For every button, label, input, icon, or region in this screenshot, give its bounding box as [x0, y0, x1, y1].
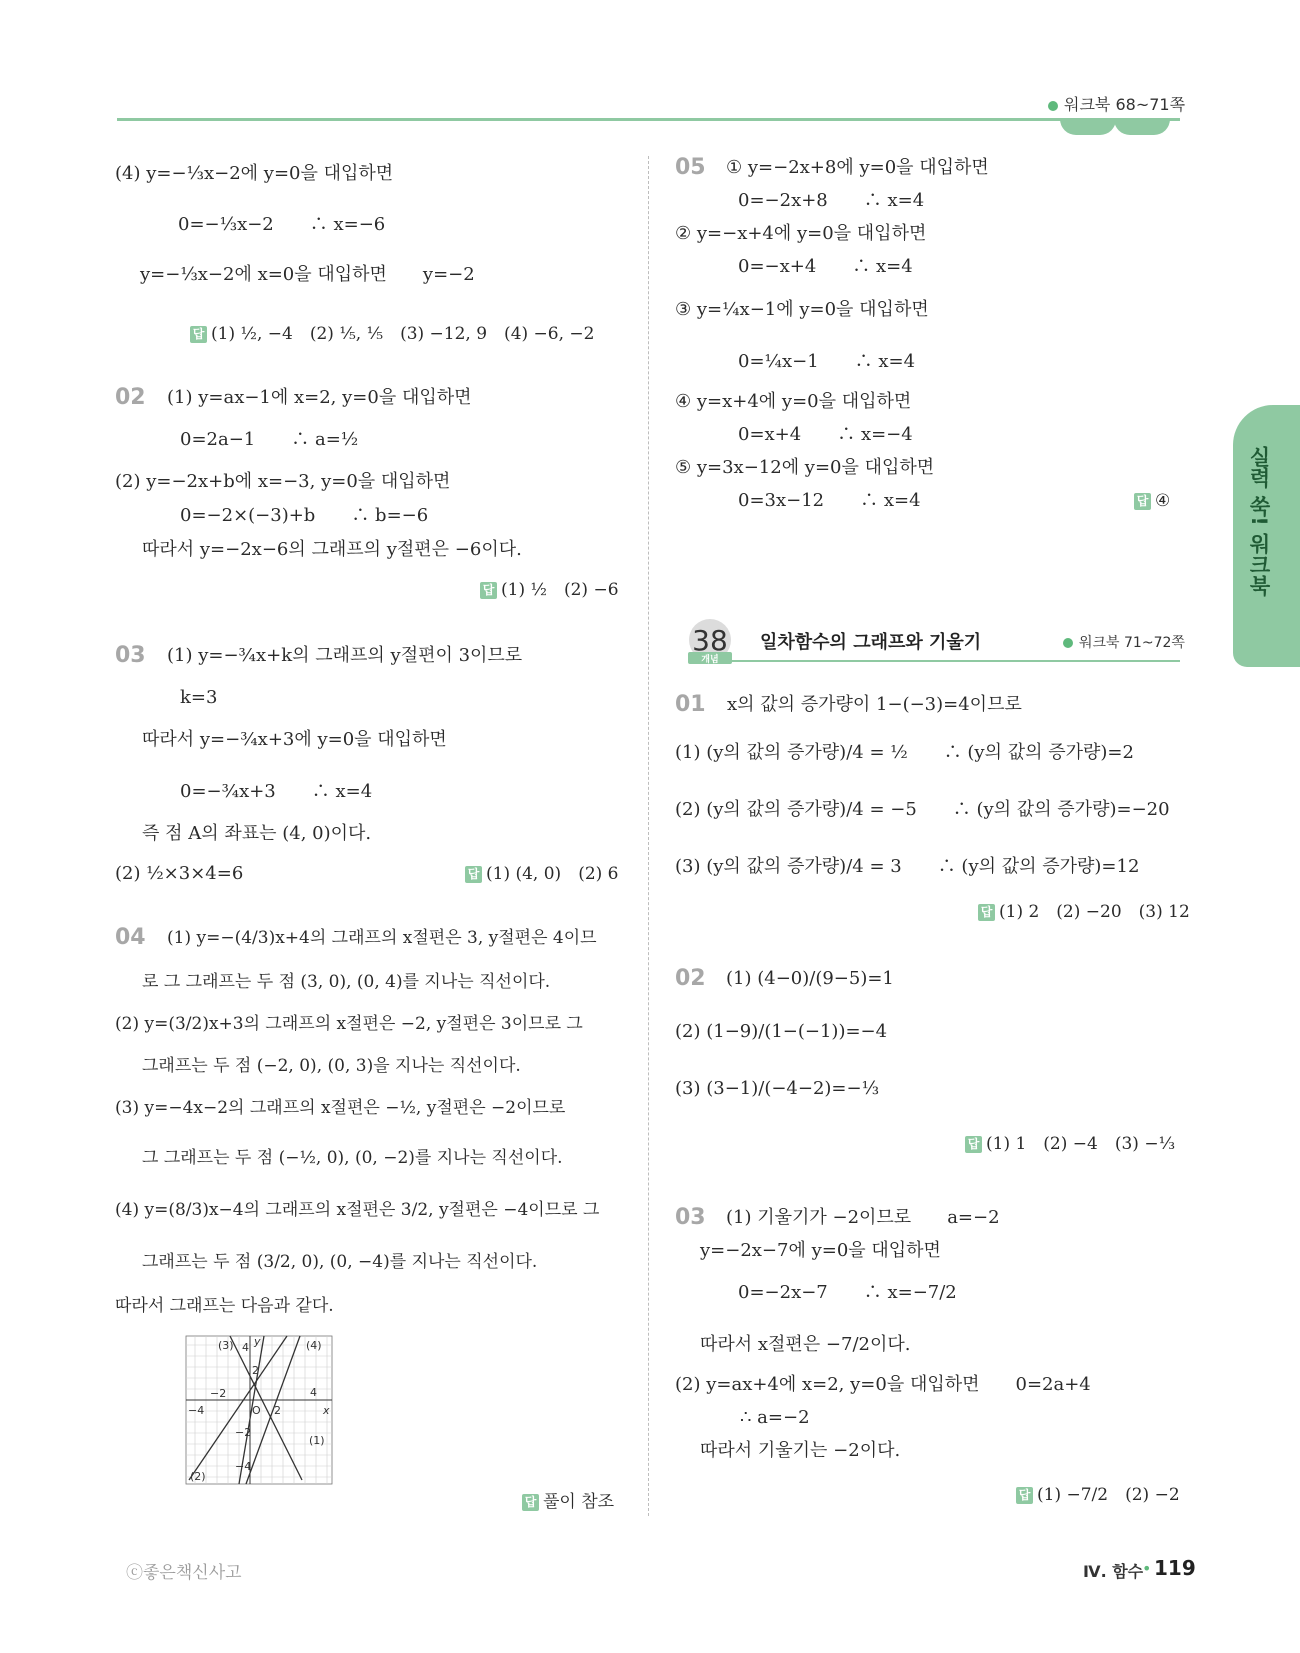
- text-line: (4) y=(8/3)x−4의 그래프의 x절편은 3/2, y절편은 −4이므로 그: [115, 1200, 600, 1220]
- text-line: (2) (y의 값의 증가량)/4 = −5 ∴ (y의 값의 증가량)=−20: [675, 799, 1170, 820]
- question-number: 02: [675, 966, 706, 991]
- text-line: 0=−2×(−3)+b ∴ b=−6: [180, 505, 429, 526]
- section-number: 38: [692, 624, 728, 657]
- text-line: 그 그래프는 두 점 (−½, 0), (0, −2)를 지나는 직선이다.: [142, 1148, 563, 1168]
- answer-icon: 답: [1016, 1487, 1033, 1504]
- question-number: 03: [115, 643, 146, 668]
- text-line: 0=−⅓x−2 ∴ x=−6: [178, 214, 386, 235]
- question-number: 04: [115, 925, 146, 950]
- text-line: y=−2x−7에 y=0을 대입하면: [700, 1240, 941, 1261]
- answer-icon: 답: [465, 866, 482, 883]
- graph-label: 2: [274, 1404, 281, 1417]
- text-line: (3) (3−1)/(−4−2)=−⅓: [675, 1078, 880, 1099]
- text-line: (1) y=−¾x+k의 그래프의 y절편이 3이므로: [167, 645, 523, 666]
- text-line: (1) (4−0)/(9−5)=1: [726, 968, 894, 989]
- text-line: (2) ½×3×4=6: [115, 863, 244, 884]
- text-line: (1) y=ax−1에 x=2, y=0을 대입하면: [167, 387, 472, 408]
- answer-line: 답 (1) ½ (2) −6: [480, 578, 619, 602]
- text-line: (1) y=−(4/3)x+4의 그래프의 x절편은 3, y절편은 4이므: [167, 928, 597, 948]
- section-badge: [680, 618, 734, 664]
- text-line: ① y=−2x+8에 y=0을 대입하면: [726, 157, 989, 178]
- text-line: y=−⅓x−2에 x=0을 대입하면 y=−2: [140, 264, 475, 285]
- footer-chapter: Ⅳ. 함수: [1083, 1562, 1144, 1581]
- text-line: 그래프는 두 점 (3/2, 0), (0, −4)를 지나는 직선이다.: [142, 1252, 538, 1272]
- graph-label: x: [323, 1404, 330, 1417]
- answer-line: 답 (1) −7/2 (2) −2: [1016, 1483, 1180, 1507]
- section-tag: 개념: [701, 655, 719, 664]
- answer-line: 답 (1) ½, −4 (2) ⅕, ⅕ (3) −12, 9 (4) −6, −2: [190, 322, 594, 346]
- text-line: (2) y=(3/2)x+3의 그래프의 x절편은 −2, y절편은 3이므로 그: [115, 1014, 583, 1034]
- side-tab-label: 실력 쑥! 워크북: [1247, 446, 1271, 597]
- graph-label: (3): [218, 1339, 234, 1352]
- text-line: ∴ a=−2: [740, 1407, 810, 1428]
- answer-icon: 답: [978, 904, 995, 921]
- answer-icon: 답: [965, 1136, 982, 1153]
- text-line: 즉 점 A의 좌표는 (4, 0)이다.: [142, 823, 372, 844]
- coordinate-graph: [184, 1334, 334, 1486]
- text-line: 따라서 y=−2x−6의 그래프의 y절편은 −6이다.: [142, 539, 522, 560]
- footer-publisher: ⓒ좋은책신사고: [126, 1563, 242, 1583]
- answer-line: 답 (1) 1 (2) −4 (3) −⅓: [965, 1132, 1175, 1156]
- text-line: 0=−x+4 ∴ x=4: [738, 256, 913, 277]
- answer-icon: 답: [522, 1494, 539, 1511]
- text-line: ② y=−x+4에 y=0을 대입하면: [675, 223, 927, 244]
- answer-line: 답 풀이 참조: [522, 1490, 614, 1514]
- text-line: 따라서 그래프는 다음과 같다.: [115, 1296, 334, 1316]
- text-line: 따라서 기울기는 −2이다.: [700, 1440, 901, 1461]
- text-line: 0=−¾x+3 ∴ x=4: [180, 781, 373, 802]
- text-line: 로 그 그래프는 두 점 (3, 0), (0, 4)를 지나는 직선이다.: [142, 972, 551, 992]
- column-divider: [648, 156, 649, 1516]
- text-line: ③ y=¼x−1에 y=0을 대입하면: [675, 299, 929, 320]
- text-line: 따라서 y=−¾x+3에 y=0을 대입하면: [142, 729, 447, 750]
- answer-line: 답 (1) (4, 0) (2) 6: [465, 862, 619, 886]
- question-number: 02: [115, 385, 146, 410]
- question-number: 03: [675, 1205, 706, 1230]
- answer-icon: 답: [480, 582, 497, 599]
- text-line: k=3: [180, 687, 218, 708]
- text-line: ④ y=x+4에 y=0을 대입하면: [675, 391, 912, 412]
- text-line: 따라서 x절편은 −7/2이다.: [700, 1334, 911, 1355]
- text-line: (2) (1−9)/(1−(−1))=−4: [675, 1021, 888, 1042]
- page-number: 119: [1154, 1556, 1196, 1580]
- answer-icon: 답: [190, 326, 207, 343]
- text-line: 0=−2x+8 ∴ x=4: [738, 190, 925, 211]
- text-line: (3) y=−4x−2의 그래프의 x절편은 −½, y절편은 −2이므로: [115, 1098, 566, 1118]
- text-line: 0=x+4 ∴ x=−4: [738, 424, 913, 445]
- graph-label: (4): [306, 1339, 322, 1352]
- graph-label: 2: [252, 1364, 259, 1377]
- graph-label: O: [252, 1404, 261, 1417]
- footer-separator-dot: •: [1142, 1559, 1152, 1578]
- text-line: (1) (y의 값의 증가량)/4 = ½ ∴ (y의 값의 증가량)=2: [675, 742, 1134, 763]
- text-line: (2) y=−2x+b에 x=−3, y=0을 대입하면: [115, 471, 451, 492]
- header-workbook-ref: 워크북 68~71쪽: [1048, 92, 1185, 115]
- bullet-dot-icon: [1063, 638, 1073, 648]
- graph-label: −4: [188, 1404, 205, 1417]
- graph-label: y: [254, 1335, 261, 1348]
- graph-label: −2: [210, 1387, 227, 1400]
- text-line: (4) y=−⅓x−2에 y=0을 대입하면: [115, 163, 394, 184]
- question-number: 01: [675, 692, 706, 717]
- graph-label: 4: [242, 1341, 249, 1354]
- graph-label: 4: [310, 1386, 317, 1399]
- text-line: 0=¼x−1 ∴ x=4: [738, 351, 916, 372]
- text-line: 0=2a−1 ∴ a=½: [180, 429, 359, 450]
- graph-label: (1): [309, 1434, 325, 1447]
- header-rule: [117, 118, 1180, 121]
- text-line: 그래프는 두 점 (−2, 0), (0, 3)을 지나는 직선이다.: [142, 1056, 521, 1076]
- answer-icon: 답: [1134, 493, 1151, 510]
- section-title-rule: [732, 660, 1180, 662]
- text-line: x의 값의 증가량이 1−(−3)=4이므로: [727, 694, 1022, 715]
- header-wave: [1114, 119, 1170, 135]
- section-workbook-ref: 워크북 71~72쪽: [1063, 632, 1185, 652]
- text-line: (3) (y의 값의 증가량)/4 = 3 ∴ (y의 값의 증가량)=12: [675, 856, 1140, 877]
- graph-label: −4: [235, 1460, 252, 1473]
- bullet-dot-icon: [1048, 101, 1058, 111]
- text-line: (1) 기울기가 −2이므로 a=−2: [726, 1207, 1000, 1228]
- text-line: ⑤ y=3x−12에 y=0을 대입하면: [675, 457, 935, 478]
- graph-label: −2: [235, 1426, 252, 1439]
- section-title: 일차함수의 그래프와 기울기: [760, 632, 982, 653]
- text-line: 0=3x−12 ∴ x=4: [738, 490, 921, 511]
- graph-label: (2): [190, 1470, 206, 1483]
- question-number: 05: [675, 155, 706, 180]
- answer-line: 답 ④: [1134, 489, 1170, 513]
- answer-line: 답 (1) 2 (2) −20 (3) 12: [978, 900, 1190, 924]
- text-line: 0=−2x−7 ∴ x=−7/2: [738, 1282, 957, 1303]
- header-wave: [1060, 119, 1116, 135]
- text-line: (2) y=ax+4에 x=2, y=0을 대입하면 0=2a+4: [675, 1374, 1091, 1395]
